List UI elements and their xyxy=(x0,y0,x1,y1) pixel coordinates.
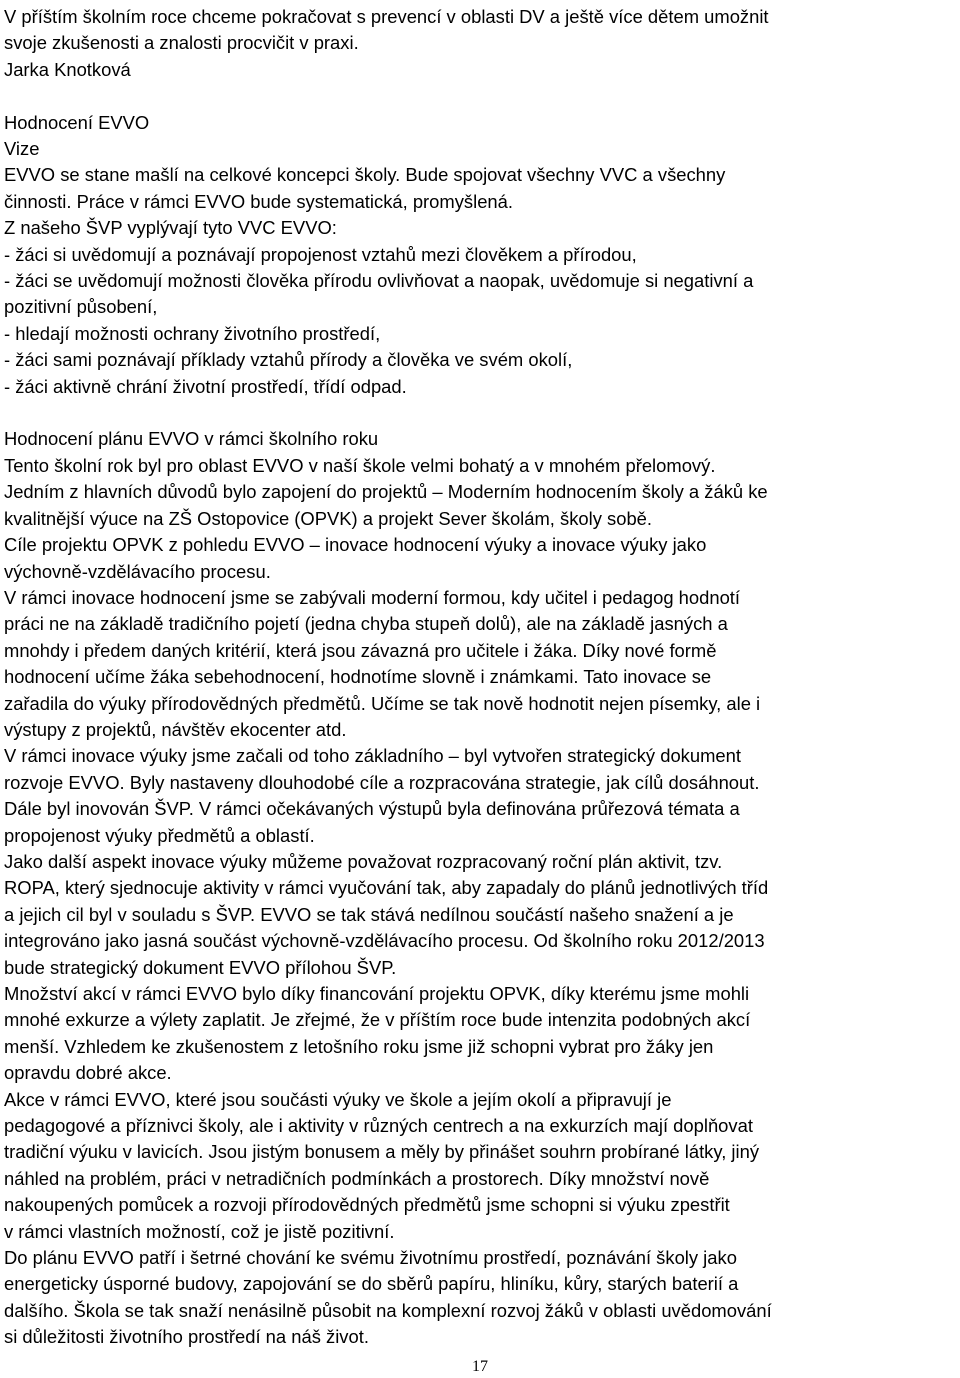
text-line: dalšího. Škola se tak snaží nenásilně působit na komplexní rozvoj žáků v oblasti uvědomování xyxy=(4,1299,772,1321)
text-line: energeticky úsporné budovy, zapojování se do sběrů papíru, hliníku, kůry, starých baterií a xyxy=(4,1273,739,1295)
text-line: výchovně-vzdělávacího procesu. xyxy=(4,560,271,582)
page-number: 17 xyxy=(472,1358,488,1375)
text-line: svoje zkušenosti a znalosti procvičit v praxi. xyxy=(4,32,359,54)
section-title: Hodnocení EVVO xyxy=(4,111,150,133)
list-item: pozitivní působení, xyxy=(4,296,158,318)
text-line: Dále byl inovován ŠVP. V rámci očekávaných výstupů byla definována průřezová témata a xyxy=(4,798,740,820)
list-item: - žáci sami poznávají příklady vztahů přírody a člověka ve svém okolí, xyxy=(4,349,573,371)
author-name: Jarka Knotková xyxy=(4,58,131,80)
text-line: výstupy z projektů, návštěv ekocenter atd. xyxy=(4,718,347,740)
text-line: Do plánu EVVO patří i šetrné chování ke svému životnímu prostředí, poznávání školy jako xyxy=(4,1247,737,1269)
text-line: nakoupených pomůcek a rozvoji přírodovědných předmětů jsme schopni si výuku zpestřit xyxy=(4,1194,730,1216)
text-line: Jako další aspekt inovace výuky můžeme považovat rozpracovaný roční plán aktivit, tzv. xyxy=(4,850,723,872)
text-line: v rámci vlastních možností, což je jistě pozitivní. xyxy=(4,1220,395,1242)
vision-label: Vize xyxy=(4,138,40,160)
text-line: práci ne na základě tradičního pojetí (jedna chyba stupeň dolů), ale na základě jasných a xyxy=(4,613,728,635)
text-line: zařadila do výuky přírodovědných předmětů. Učíme se tak nově hodnotit nejen písemky, ale i xyxy=(4,692,761,714)
text-line: integrováno jako jasná součást výchovně-vzdělávacího procesu. Od školního roku 2012/2013 xyxy=(4,930,765,952)
text-line: Množství akcí v rámci EVVO bylo díky financování projektu OPVK, díky kterému jsme mohli xyxy=(4,983,750,1004)
text-line: tradiční výuku v lavicích. Jsou jistým bonusem a měly by přinášet souhrn probírané látky, jiný xyxy=(4,1141,760,1163)
list-item: - hledají možnosti ochrany životního prostředí, xyxy=(4,322,381,344)
list-item: - žáci se uvědomují možnosti člověka přírodu ovlivňovat a naopak, uvědomuje si negativní a xyxy=(4,270,754,292)
text-line: Tento školní rok byl pro oblast EVVO v naší škole velmi bohatý a v mnohém přelomový. xyxy=(4,454,716,476)
text-line: bude strategický dokument EVVO přílohou ŠVP. xyxy=(4,956,397,978)
list-item: - žáci si uvědomují a poznávají propojenost vztahů mezi člověkem a přírodou, xyxy=(4,243,637,265)
plan-paragraphs xyxy=(4,453,956,1351)
text-line: opravdu dobré akce. xyxy=(4,1062,172,1084)
text-line: menší. Vzhledem ke zkušenostem z letošního roku jsme již schopni vybrat pro žáky jen xyxy=(4,1035,714,1057)
text-line: hodnocení učíme žáka sebehodnocení, hodnotíme slovně i známkami. Tato inovace se xyxy=(4,666,712,688)
spacer xyxy=(4,400,956,426)
text-line: V rámci inovace výuky jsme začali od toho základního – byl vytvořen strategický dokument xyxy=(4,745,741,767)
plan-title: Hodnocení plánu EVVO v rámci školního roku xyxy=(4,428,379,450)
list-item: - žáci aktivně chrání životní prostředí, třídí odpad. xyxy=(4,375,407,397)
text-line: propojenost výuky předmětů a oblastí. xyxy=(4,824,315,846)
document-page xyxy=(4,4,956,1351)
text-line: si důležitosti životního prostředí na náš život. xyxy=(4,1326,369,1348)
text-line: kvalitnější výuce na ZŠ Ostopovice (OPVK) a projekt Sever školám, školy sobě. xyxy=(4,507,653,529)
vision-paragraph xyxy=(4,162,956,400)
text-line: mnohdy i předem daných kritérií, která jsou závazná pro učitele i žáka. Díky nové formě xyxy=(4,639,717,661)
text-line: Cíle projektu OPVK z pohledu EVVO – inovace hodnocení výuky a inovace výuky jako xyxy=(4,534,707,556)
text-line: ROPA, který sjednocuje aktivity v rámci vyučování tak, aby zapadaly do plánů jednotlivých tříd xyxy=(4,877,769,899)
text-line: činnosti. Práce v rámci EVVO bude systematická, promyšlená. xyxy=(4,190,514,212)
text-line: EVVO se stane mašlí na celkové koncepci školy. Bude spojovat všechny VVC a všechny xyxy=(4,164,726,186)
text-line: Akce v rámci EVVO, které jsou součásti výuky ve škole a jejím okolí a připravují je xyxy=(4,1088,672,1110)
spacer xyxy=(4,83,956,109)
text-line: Z našeho ŠVP vyplývají tyto VVC EVVO: xyxy=(4,217,337,239)
text-line: a jejich cil byl v souladu s ŠVP. EVVO se tak stává nedílnou součástí našeho snažení a je xyxy=(4,903,734,925)
text-line: rozvoje EVVO. Byly nastaveny dlouhodobé cíle a rozpracována strategie, jak cílů dosáhnout. xyxy=(4,771,760,793)
text-line: pedagogové a příznivci školy, ale i aktivity v různých centrech a na exkurzích mají doplňovat xyxy=(4,1115,753,1137)
text-line: Jedním z hlavních důvodů bylo zapojení do projektů – Moderním hodnocením školy a žáků ke xyxy=(4,481,768,503)
text-line: náhled na problém, práci v netradičních podmínkách a prostorech. Díky množství nově xyxy=(4,1167,710,1189)
text-line: V příštím školním roce chceme pokračovat s prevencí v oblasti DV a ještě více dětem umožnit xyxy=(4,6,769,27)
intro-paragraph xyxy=(4,4,956,57)
text-line: V rámci inovace hodnocení jsme se zabývali moderní formou, kdy učitel i pedagog hodnotí xyxy=(4,586,741,608)
text-line: mnohé exkurze a výlety zaplatit. Je zřejmé, že v příštím roce bude intenzita podobných akcí xyxy=(4,1009,751,1031)
